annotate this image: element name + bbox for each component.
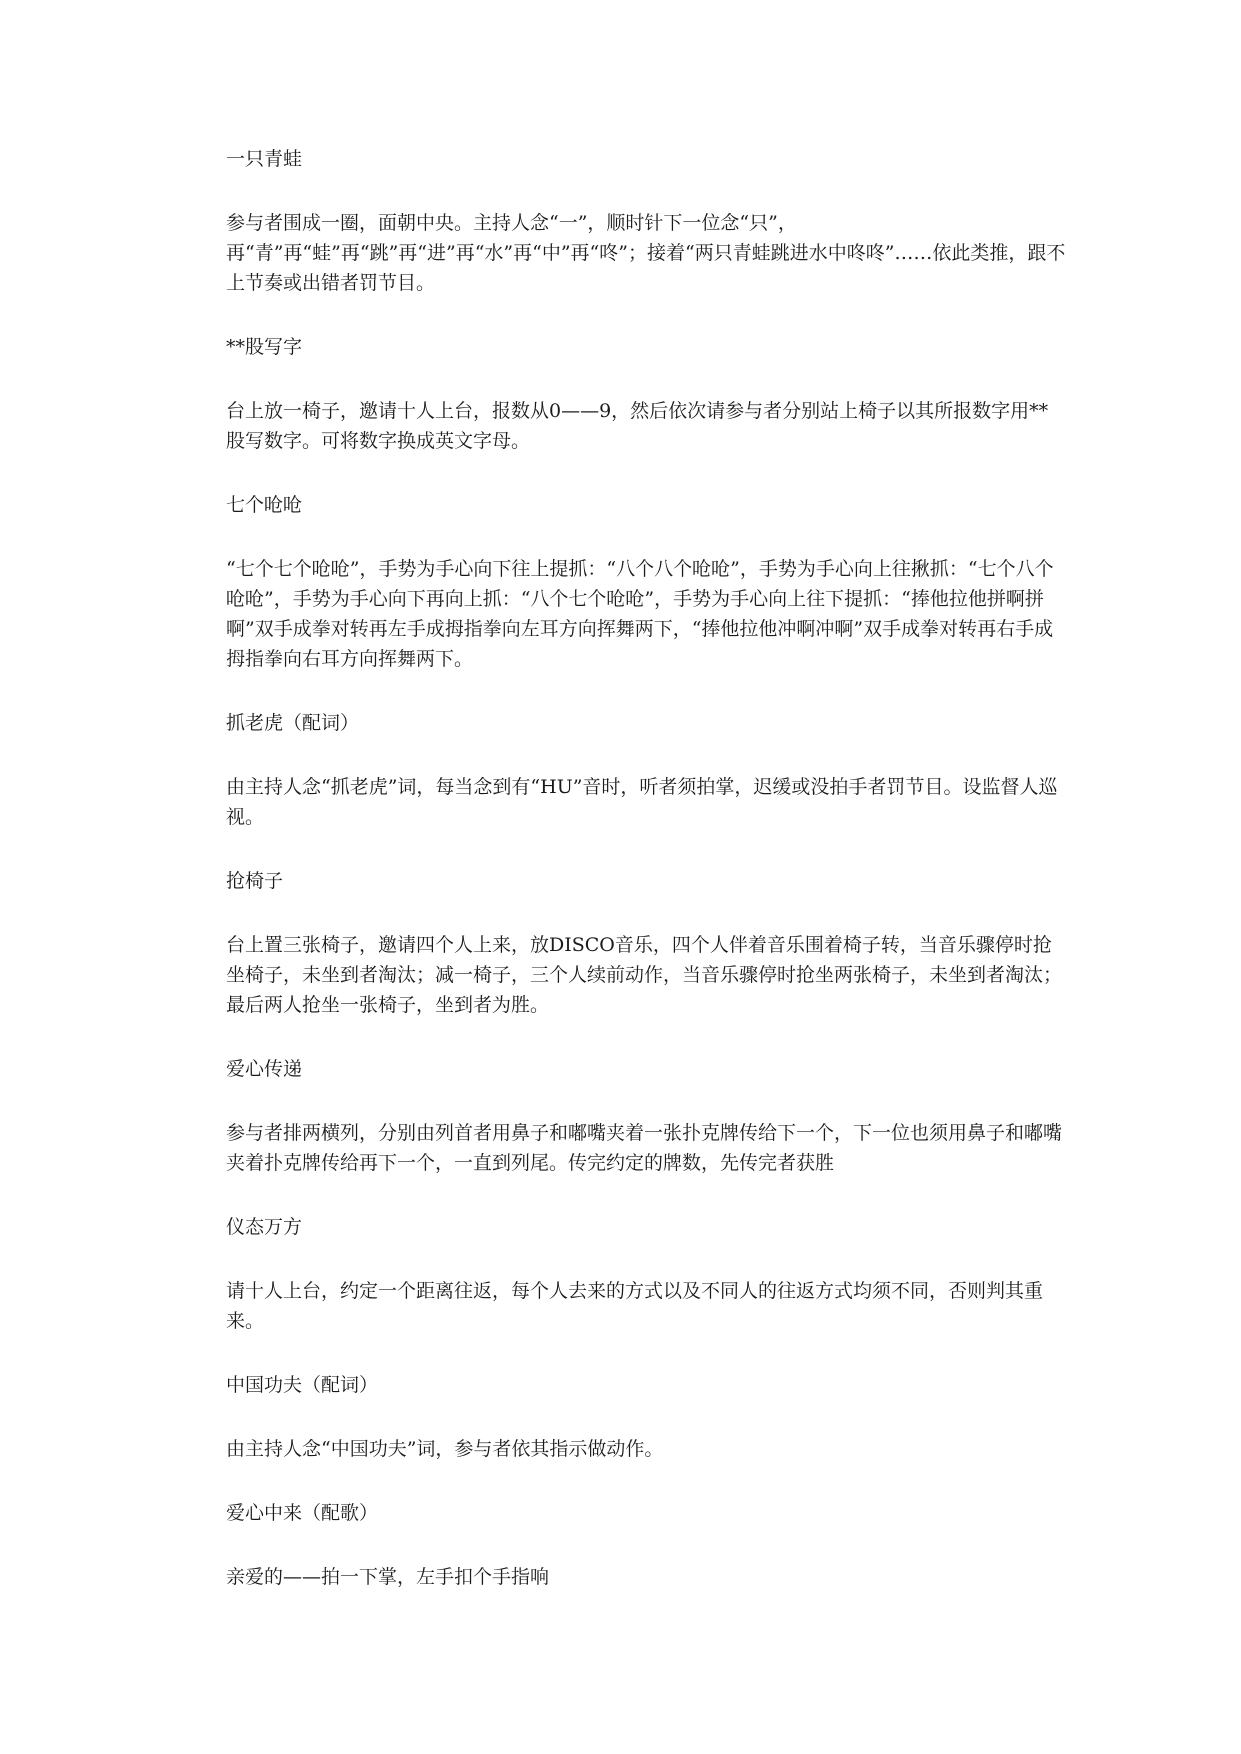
section-body: [226, 1562, 1066, 1592]
section-title: [226, 332, 1066, 362]
section-heading-6: 爱心传递: [226, 1058, 303, 1080]
section-heading-8: 中国功夫（配词）: [226, 1374, 379, 1396]
section-title: [226, 1370, 1066, 1400]
section-paragraph-9: 亲爱的——拍一下掌，左手扣个手指响: [226, 1566, 550, 1588]
section-title: [226, 1212, 1066, 1242]
section-paragraph-7: 请十人上台，约定一个距离往返，每个人去来的方式以及不同人的往返方式均须不同，否则判其重来。: [226, 1280, 1044, 1332]
section-heading-9: 爱心中来（配歌）: [226, 1502, 379, 1524]
section-body: [226, 208, 1066, 298]
section-body: [226, 930, 1066, 1020]
section-paragraph-1: 参与者围成一圈，面朝中央。主持人念“一”，顺时针下一位念“只”，再“青”再“蛙”再“跳”再“进”再“水”再“中”再“咚”；接着“两只青蛙跳进水中咚咚”……依此类推，跟不上节奏或出错者罚节目。: [226, 212, 1066, 294]
section-paragraph-4: 由主持人念“抓老虎”词，每当念到有“HU”音时，听者须拍掌，迟缓或没拍手者罚节目。设监督人巡视。: [226, 776, 1058, 828]
document-content: [226, 144, 1066, 1626]
section-title: [226, 490, 1066, 520]
section-paragraph-5: 台上置三张椅子，邀请四个人上来，放DISCO音乐，四个人伴着音乐围着椅子转，当音乐骤停时抢坐椅子，未坐到者淘汰；减一椅子，三个人续前动作，当音乐骤停时抢坐两张椅子，未坐到者淘汰；最后两人抢坐一张椅子，坐到者为胜。: [226, 934, 1063, 1016]
section-paragraph-8: 由主持人念“中国功夫”词，参与者依其指示做动作。: [226, 1438, 664, 1460]
section-title: [226, 708, 1066, 738]
section-paragraph-3: “七个七个呛呛”，手势为手心向下往上提抓：“八个八个呛呛”，手势为手心向上往揪抓：“七个八个呛呛”，手势为手心向下再向上抓：“八个七个呛呛”，手势为手心向上往下提抓：“捧他拉他拼啊拼啊”双手成拳对转再左手成拇指拳向左耳方向挥舞两下，“捧他拉他冲啊冲啊”双手成拳对转再右手成拇指拳向右耳方向挥舞两下。: [226, 558, 1054, 670]
section-body: [226, 1276, 1066, 1336]
section-heading-4: 抓老虎（配词）: [226, 712, 360, 734]
section-heading-5: 抢椅子: [226, 870, 284, 892]
section-body: [226, 396, 1066, 456]
section-body: [226, 772, 1066, 832]
section-title: [226, 1498, 1066, 1528]
section-heading-2: **股写字: [226, 336, 303, 358]
section-title: [226, 866, 1066, 896]
section-body: [226, 554, 1066, 674]
section-title: [226, 144, 1066, 174]
section-paragraph-6: 参与者排两横列，分别由列首者用鼻子和嘟嘴夹着一张扑克牌传给下一个，下一位也须用鼻子和嘟嘴夹着扑克牌传给再下一个，一直到列尾。传完约定的牌数，先传完者获胜: [226, 1122, 1063, 1174]
section-title: [226, 1054, 1066, 1084]
section-body: [226, 1434, 1066, 1464]
section-heading-1: 一只青蛙: [226, 148, 303, 170]
section-heading-3: 七个呛呛: [226, 494, 303, 516]
section-heading-7: 仪态万方: [226, 1216, 303, 1238]
section-paragraph-2: 台上放一椅子，邀请十人上台，报数从0——9，然后依次请参与者分别站上椅子以其所报数字用**股写数字。可将数字换成英文字母。: [226, 400, 1049, 452]
section-body: [226, 1118, 1066, 1178]
